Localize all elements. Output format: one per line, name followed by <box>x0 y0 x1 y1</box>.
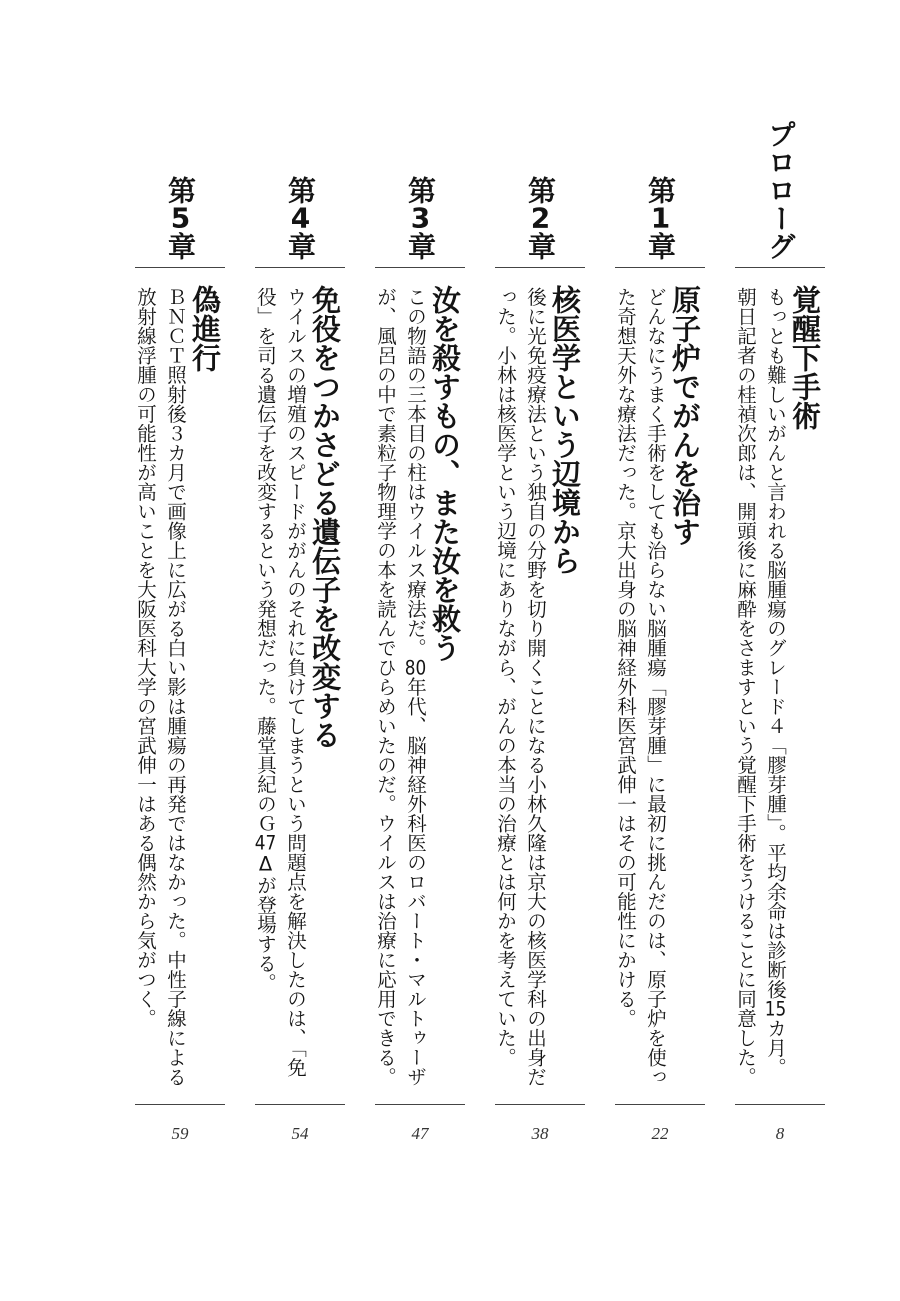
summary-line-2: が、風呂の中で素粒子物理学の本を読んでひらめいたのだ。ウイルスは治療に応用できる。 <box>374 287 397 1087</box>
summary-line-2: った。小林は核医学という辺境にありながら、がんの本当の治療とは何かを考えていた。 <box>494 287 517 1067</box>
bottom-rule <box>135 1104 225 1105</box>
entry-title: 原子炉でがんを治す <box>668 285 702 546</box>
toc-entry-chapter-1 <box>615 0 705 1301</box>
page-number: 54 <box>291 1124 309 1143</box>
bottom-rule <box>735 1104 825 1105</box>
summary-line-1: もっとも難しいがんと言われる脳腫瘍のグレード４「膠芽腫」。平均余命は診断後15カ月。 <box>764 287 787 1077</box>
summary-line-1: どんなにうまく手術をしても治らない脳腫瘍「膠芽腫」に最初に挑んだのは、原子炉を使っ <box>644 287 667 1087</box>
top-rule <box>735 267 825 268</box>
summary-line-2: 放射線浮腫の可能性が高いことを大阪医科大学の宮武伸一はある偶然から気がつく。 <box>134 287 157 1028</box>
page-number: 59 <box>171 1124 189 1143</box>
toc-entry-chapter-4 <box>255 0 345 1301</box>
entry-label: 第3章 <box>404 176 437 260</box>
entry-label: プロローグ <box>764 120 797 260</box>
toc-entry-chapter-3 <box>375 0 465 1301</box>
entry-label: 第2章 <box>524 176 557 260</box>
bottom-rule <box>495 1104 585 1105</box>
page-number: 22 <box>651 1124 669 1143</box>
entry-title: 免役をつかさどる遺伝子を改変する <box>308 285 342 749</box>
page-number: 38 <box>531 1124 549 1143</box>
top-rule <box>255 267 345 268</box>
summary-line-1: この物語の三本目の柱はウイルス療法だ。80年代、脳神経外科医のロバート・マルトゥーザ <box>404 287 427 1087</box>
entry-label: 第1章 <box>644 176 677 260</box>
entry-label: 第5章 <box>164 176 197 260</box>
top-rule <box>135 267 225 268</box>
summary-line-1: ＢＮＣＴ照射後３カ月で画像上に広がる白い影は腫瘍の再発ではなかった。中性子線による <box>164 287 187 1087</box>
bottom-rule <box>255 1104 345 1105</box>
top-rule <box>375 267 465 268</box>
summary-line-2: 役」を司る遺伝子を改変するという発想だった。藤堂具紀のＧ47Δが登場する。 <box>254 287 277 993</box>
summary-line-1: ウイルスの増殖のスピードががんのそれに負けてしまうという問題点を解決したのは、「免 <box>284 287 307 1077</box>
top-rule <box>615 267 705 268</box>
bottom-rule <box>615 1104 705 1105</box>
page-number: 8 <box>775 1124 785 1143</box>
entry-label: 第4章 <box>284 176 317 260</box>
entry-title: 核医学という辺境から <box>548 285 582 575</box>
toc-entry-chapter-2 <box>495 0 585 1301</box>
entry-title: 覚醒下手術 <box>788 285 822 430</box>
bottom-rule <box>375 1104 465 1105</box>
summary-line-2: 朝日記者の桂禎次郎は、開頭後に麻酔をさますという覚醒下手術をうけることに同意した。 <box>734 287 757 1087</box>
toc-entry-prologue <box>735 0 825 1301</box>
top-rule <box>495 267 585 268</box>
summary-line-1: 後に光免疫療法という独自の分野を切り開くことになる小林久隆は京大の核医学科の出身だ <box>524 287 547 1087</box>
entry-title: 汝を殺すもの、また汝を救う <box>428 285 462 662</box>
page-number: 47 <box>411 1124 429 1143</box>
entry-title: 偽進行 <box>188 285 222 372</box>
toc-entry-chapter-5 <box>135 0 225 1301</box>
summary-line-2: た奇想天外な療法だった。京大出身の脳神経外科医宮武伸一はその可能性にかける。 <box>614 287 637 1028</box>
